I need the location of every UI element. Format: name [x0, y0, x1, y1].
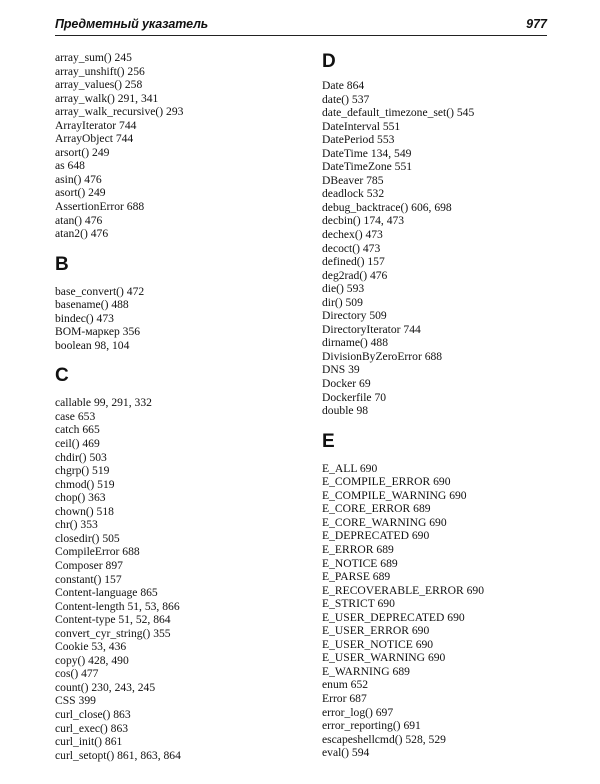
index-entry: asort() 249 [55, 186, 106, 200]
index-entry: Date 864 [322, 79, 365, 92]
index-column-left [55, 51, 305, 762]
index-entry: atan2() 476 [55, 227, 109, 241]
index-entry: E_USER_WARNING 690 [322, 651, 446, 665]
index-entry: Docker 69 [322, 377, 371, 391]
index-entry: E_NOTICE 689 [322, 556, 398, 570]
index-entry: double 98 [322, 404, 369, 418]
index-entry: E_RECOVERABLE_ERROR 690 [322, 583, 484, 597]
index-entry: dir() 509 [322, 295, 363, 309]
index-entry: convert_cyr_string() 355 [55, 626, 171, 640]
index-entry: array_walk() 291, 341 [55, 91, 159, 105]
index-entry: E_CORE_WARNING 690 [322, 515, 447, 529]
page-number: 977 [526, 17, 547, 31]
index-entry: array_sum() 245 [55, 51, 132, 64]
index-entry: chmod() 519 [55, 477, 115, 491]
index-entry: deadlock 532 [322, 187, 385, 201]
index-entry: date() 537 [322, 92, 370, 106]
index-entry: DatePeriod 553 [322, 133, 395, 147]
index-entry: E_ALL 690 [322, 461, 378, 475]
index-entry: atan() 476 [55, 213, 103, 227]
index-entry: as 648 [55, 159, 85, 173]
section-d-entries [322, 79, 582, 418]
index-entry: DBeaver 785 [322, 173, 384, 187]
index-entry: DNS 39 [322, 363, 360, 377]
index-entry: DateInterval 551 [322, 119, 401, 133]
index-entry: decbin() 174, 473 [322, 214, 405, 228]
index-entry: error_log() 697 [322, 705, 394, 719]
index-entry: Content-length 51, 53, 866 [55, 599, 180, 613]
index-entry: escapeshellcmd() 528, 529 [322, 732, 446, 746]
index-entry: cos() 477 [55, 667, 99, 681]
index-entry: E_USER_ERROR 690 [322, 624, 430, 638]
index-entry: closedir() 505 [55, 531, 120, 545]
section-e-entries [322, 462, 582, 760]
index-entry: CSS 399 [55, 694, 96, 708]
index-entry: array_walk_recursive() 293 [55, 105, 184, 119]
index-entry: array_values() 258 [55, 78, 143, 92]
page-header [55, 17, 547, 36]
index-entry: eval() 594 [322, 746, 370, 760]
index-entry: catch 665 [55, 423, 100, 437]
index-entry: count() 230, 243, 245 [55, 680, 156, 694]
section-letter-d: D [322, 51, 336, 72]
index-entry: curl_exec() 863 [55, 721, 129, 735]
index-entry: array_unshift() 256 [55, 64, 145, 78]
index-entry: callable 99, 291, 332 [55, 396, 152, 410]
index-entry: bindec() 473 [55, 311, 114, 325]
section-a-entries [55, 51, 305, 241]
index-entry: chown() 518 [55, 504, 114, 518]
index-entry: DivisionByZeroError 688 [322, 349, 443, 363]
index-column-right [322, 51, 582, 760]
index-entry: enum 652 [322, 678, 369, 692]
index-entry: copy() 428, 490 [55, 653, 129, 667]
index-entry: DateTimeZone 551 [322, 160, 413, 174]
index-entry: date_default_timezone_set() 545 [322, 106, 475, 120]
index-entry: case 653 [55, 409, 96, 423]
index-entry: E_USER_DEPRECATED 690 [322, 610, 465, 624]
index-entry: CompileError 688 [55, 545, 140, 559]
index-entry: debug_backtrace() 606, 698 [322, 200, 452, 214]
index-entry: ArrayObject 744 [55, 132, 134, 146]
index-entry: defined() 157 [322, 255, 385, 269]
index-entry: constant() 157 [55, 572, 122, 586]
index-entry: asin() 476 [55, 172, 102, 186]
running-head-title: Предметный указатель [55, 17, 209, 31]
index-entry: E_PARSE 689 [322, 570, 391, 584]
index-entry: deg2rad() 476 [322, 268, 388, 282]
index-entry: curl_setopt() 861, 863, 864 [55, 748, 181, 762]
index-entry: Error 687 [322, 691, 367, 705]
index-entry: basename() 488 [55, 298, 129, 312]
index-entry: Composer 897 [55, 558, 123, 572]
index-entry: E_CORE_ERROR 689 [322, 502, 431, 516]
section-c-entries [55, 396, 305, 762]
index-entry: E_USER_NOTICE 690 [322, 637, 434, 651]
section-letter-e: E [322, 430, 335, 452]
index-entry: E_COMPILE_ERROR 690 [322, 475, 451, 489]
index-entry: Content-language 865 [55, 586, 158, 600]
index-entry: DateTime 134, 549 [322, 146, 412, 160]
index-entry: dechex() 473 [322, 228, 383, 242]
section-b-entries [55, 285, 305, 353]
index-entry: chdir() 503 [55, 450, 107, 464]
index-entry: curl_init() 861 [55, 735, 123, 749]
index-entry: error_reporting() 691 [322, 719, 421, 733]
index-entry: curl_close() 863 [55, 707, 131, 721]
index-entry: dirname() 488 [322, 336, 388, 350]
index-entry: boolean 98, 104 [55, 338, 130, 352]
index-entry: E_DEPRECATED 690 [322, 529, 430, 543]
index-entry: base_convert() 472 [55, 284, 145, 298]
index-entry: E_STRICT 690 [322, 597, 395, 611]
index-entry: die() 593 [322, 282, 365, 296]
index-entry: Cookie 53, 436 [55, 640, 127, 654]
index-entry: decoct() 473 [322, 241, 381, 255]
index-entry: Content-type 51, 52, 864 [55, 613, 171, 627]
index-entry: Directory 509 [322, 309, 387, 323]
section-letter-b: B [55, 253, 69, 275]
index-entry: arsort() 249 [55, 145, 110, 159]
index-entry: E_ERROR 689 [322, 542, 394, 556]
index-entry: Dockerfile 70 [322, 390, 387, 404]
index-entry: E_WARNING 689 [322, 664, 410, 678]
index-entry: chgrp() 519 [55, 464, 110, 478]
index-entry: BOM-маркер 356 [55, 325, 141, 339]
index-entry: E_COMPILE_WARNING 690 [322, 488, 467, 502]
index-entry: AssertionError 688 [55, 200, 145, 214]
section-letter-c: C [55, 365, 69, 387]
index-entry: ArrayIterator 744 [55, 118, 137, 132]
index-entry: chr() 353 [55, 518, 98, 532]
index-entry: DirectoryIterator 744 [322, 322, 421, 336]
index-entry: ceil() 469 [55, 437, 100, 451]
index-entry: chop() 363 [55, 491, 106, 505]
